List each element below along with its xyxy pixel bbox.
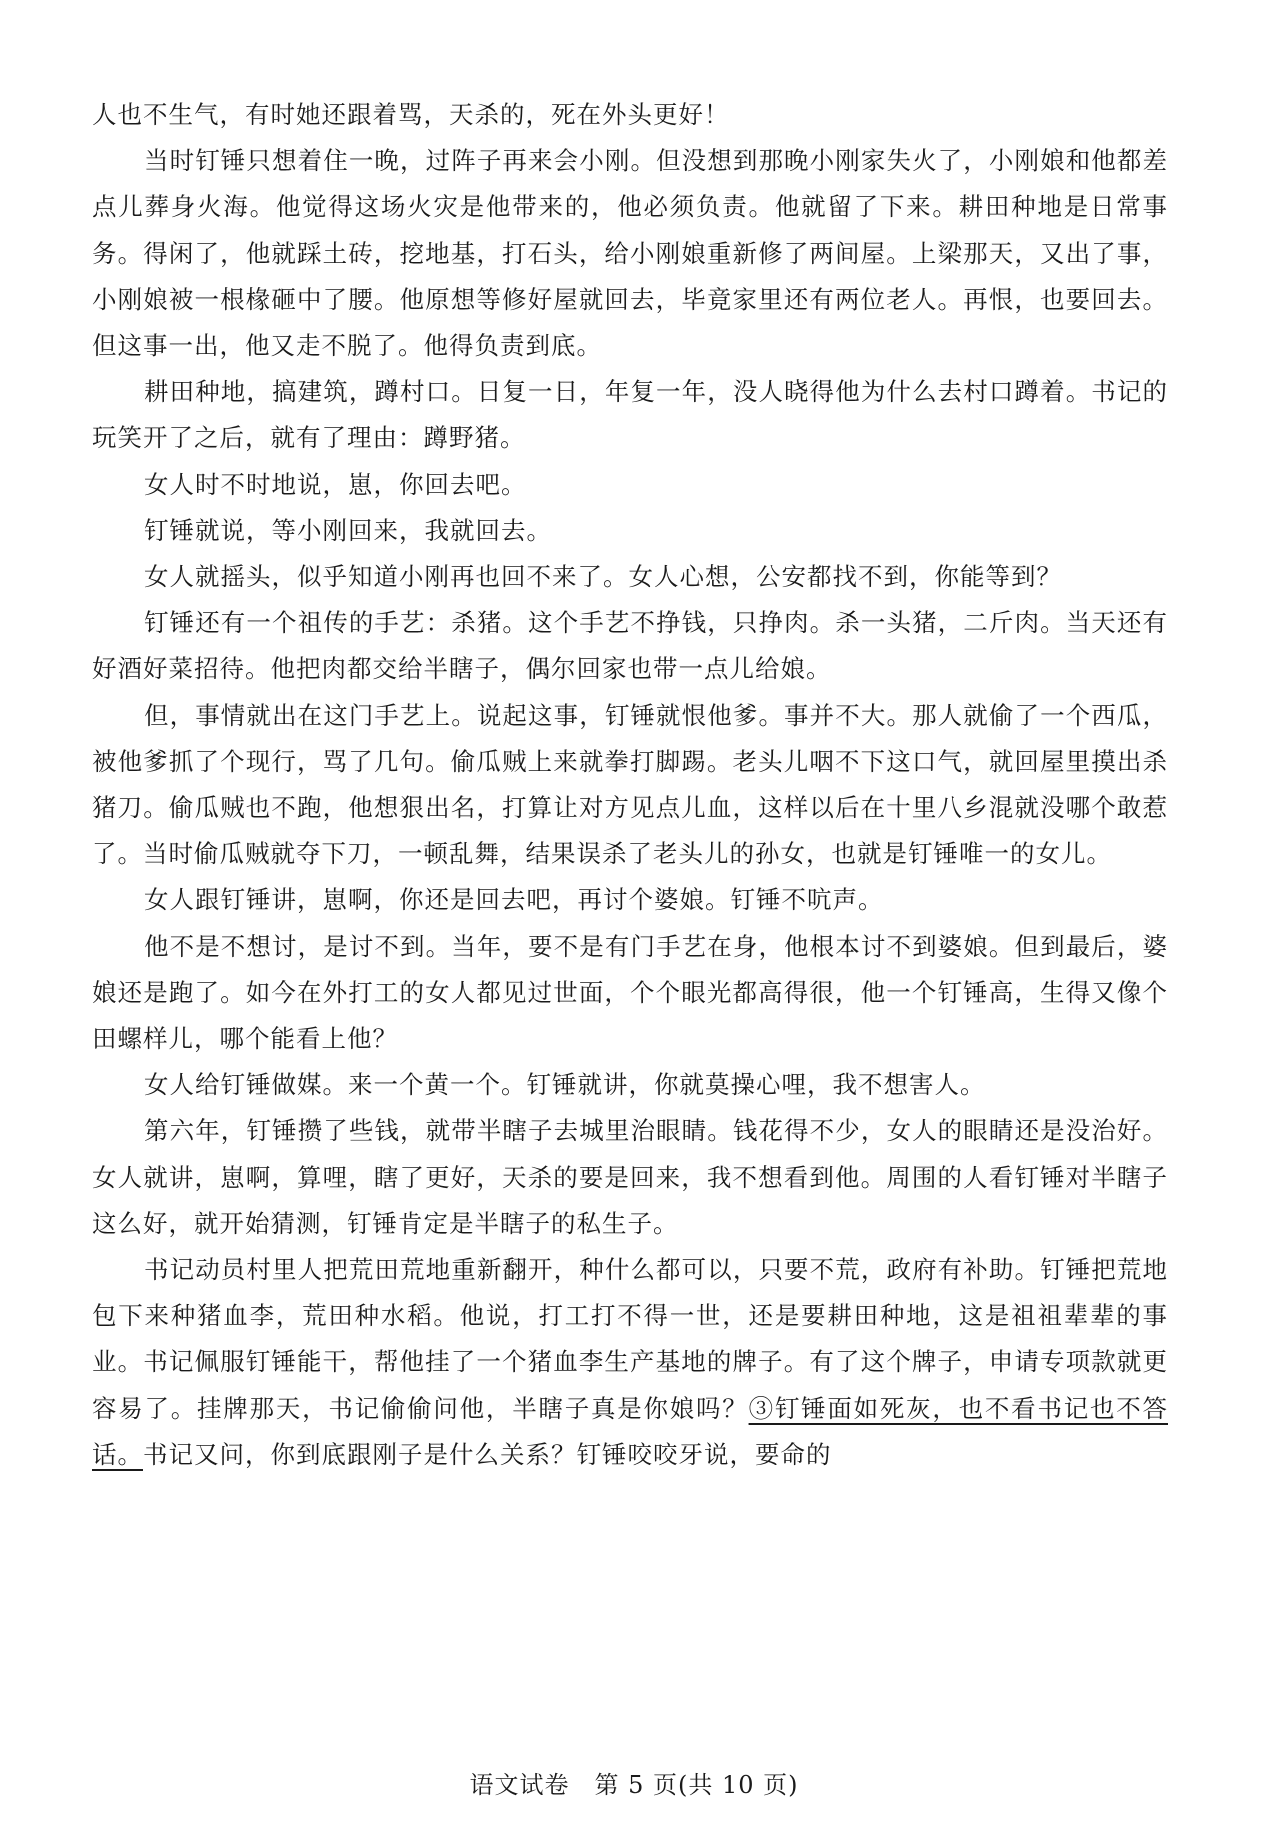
underlined-sentence-3: ③钉锤面如死灰，也不看书记也不答话。	[92, 1393, 1168, 1469]
paragraph-6: 女人就摇头，似乎知道小刚再也回不来了。女人心想，公安都找不到，你能等到？	[144, 562, 1062, 592]
paragraph-3: 耕田种地，搞建筑，蹲村口。日复一日，年复一年，没人晓得他为什么去村口蹲着。书记的玩笑开了之后，就有了理由：蹲野猪。	[92, 377, 1168, 453]
paragraph-13-text-before: 书记动员村里人把荒田荒地重新翻开，种什么都可以，只要不荒，政府有补助。钉锤把荒地包下来种猪血李，荒田种水稻。他说，打工打不得一世，还是要耕田种地，这是祖祖辈辈的事业。书记佩服钉锤能干，帮他挂了一个猪血李生产基地的牌子。有了这个牌子，申请专项款就更容易了。挂牌那天，书记偷偷问他，半瞎子真是你娘吗？	[92, 1255, 1168, 1423]
paragraph-9: 女人跟钉锤讲，崽啊，你还是回去吧，再讨个婆娘。钉锤不吭声。	[144, 885, 884, 915]
paragraph-5: 钉锤就说，等小刚回来，我就回去。	[144, 515, 552, 545]
paragraph-7: 钉锤还有一个祖传的手艺：杀猪。这个手艺不挣钱，只挣肉。杀一头猪，二斤肉。当天还有好酒好菜招待。他把肉都交给半瞎子，偶尔回家也带一点儿给娘。	[92, 608, 1168, 684]
paragraph-10: 他不是不想讨，是讨不到。当年，要不是有门手艺在身，他根本讨不到婆娘。但到最后，婆娘还是跑了。如今在外打工的女人都见过世面，个个眼光都高得很，他一个钉锤高，生得又像个田螺样儿，哪个能看上他？	[92, 931, 1168, 1054]
paragraph-13-text-after: 书记又问，你到底跟刚子是什么关系？钉锤咬咬牙说，要命的	[143, 1439, 832, 1469]
paragraph-11: 女人给钉锤做媒。来一个黄一个。钉锤就讲，你就莫操心哩，我不想害人。	[144, 1070, 986, 1100]
document-body	[92, 92, 1168, 1478]
paragraph-2: 当时钉锤只想着住一晚，过阵子再来会小刚。但没想到那晚小刚家失火了，小刚娘和他都差点儿葬身火海。他觉得这场火灾是他带来的，他必须负责。他就留了下来。耕田种地是日常事务。得闲了，他就踩土砖，挖地基，打石头，给小刚娘重新修了两间屋。上梁那天，又出了事，小刚娘被一根椽砸中了腰。他原想等修好屋就回去，毕竟家里还有两位老人。再恨，也要回去。但这事一出，他又走不脱了。他得负责到底。	[92, 146, 1168, 361]
page-footer: 语文试卷 第 5 页(共 10 页)	[469, 1771, 799, 1799]
paragraph-12: 第六年，钉锤攒了些钱，就带半瞎子去城里治眼睛。钱花得不少，女人的眼睛还是没治好。女人就讲，崽啊，算哩，瞎了更好，天杀的要是回来，我不想看到他。周围的人看钉锤对半瞎子这么好，就开始猜测，钉锤肯定是半瞎子的私生子。	[92, 1116, 1168, 1238]
paragraph-8: 但，事情就出在这门手艺上。说起这事，钉锤就恨他爹。事并不大。那人就偷了一个西瓜，被他爹抓了个现行，骂了几句。偷瓜贼上来就拳打脚踢。老头儿咽不下这口气，就回屋里摸出杀猪刀。偷瓜贼也不跑，他想狠出名，打算让对方见点儿血，这样以后在十里八乡混就没哪个敢惹了。当时偷瓜贼就夺下刀，一顿乱舞，结果误杀了老头儿的孙女，也就是钉锤唯一的女儿。	[92, 700, 1168, 869]
paragraph-4: 女人时不时地说，崽，你回去吧。	[144, 469, 527, 499]
paragraph-1: 人也不生气，有时她还跟着骂，天杀的，死在外头更好！	[92, 100, 730, 129]
paragraph-13	[92, 1247, 1168, 1478]
